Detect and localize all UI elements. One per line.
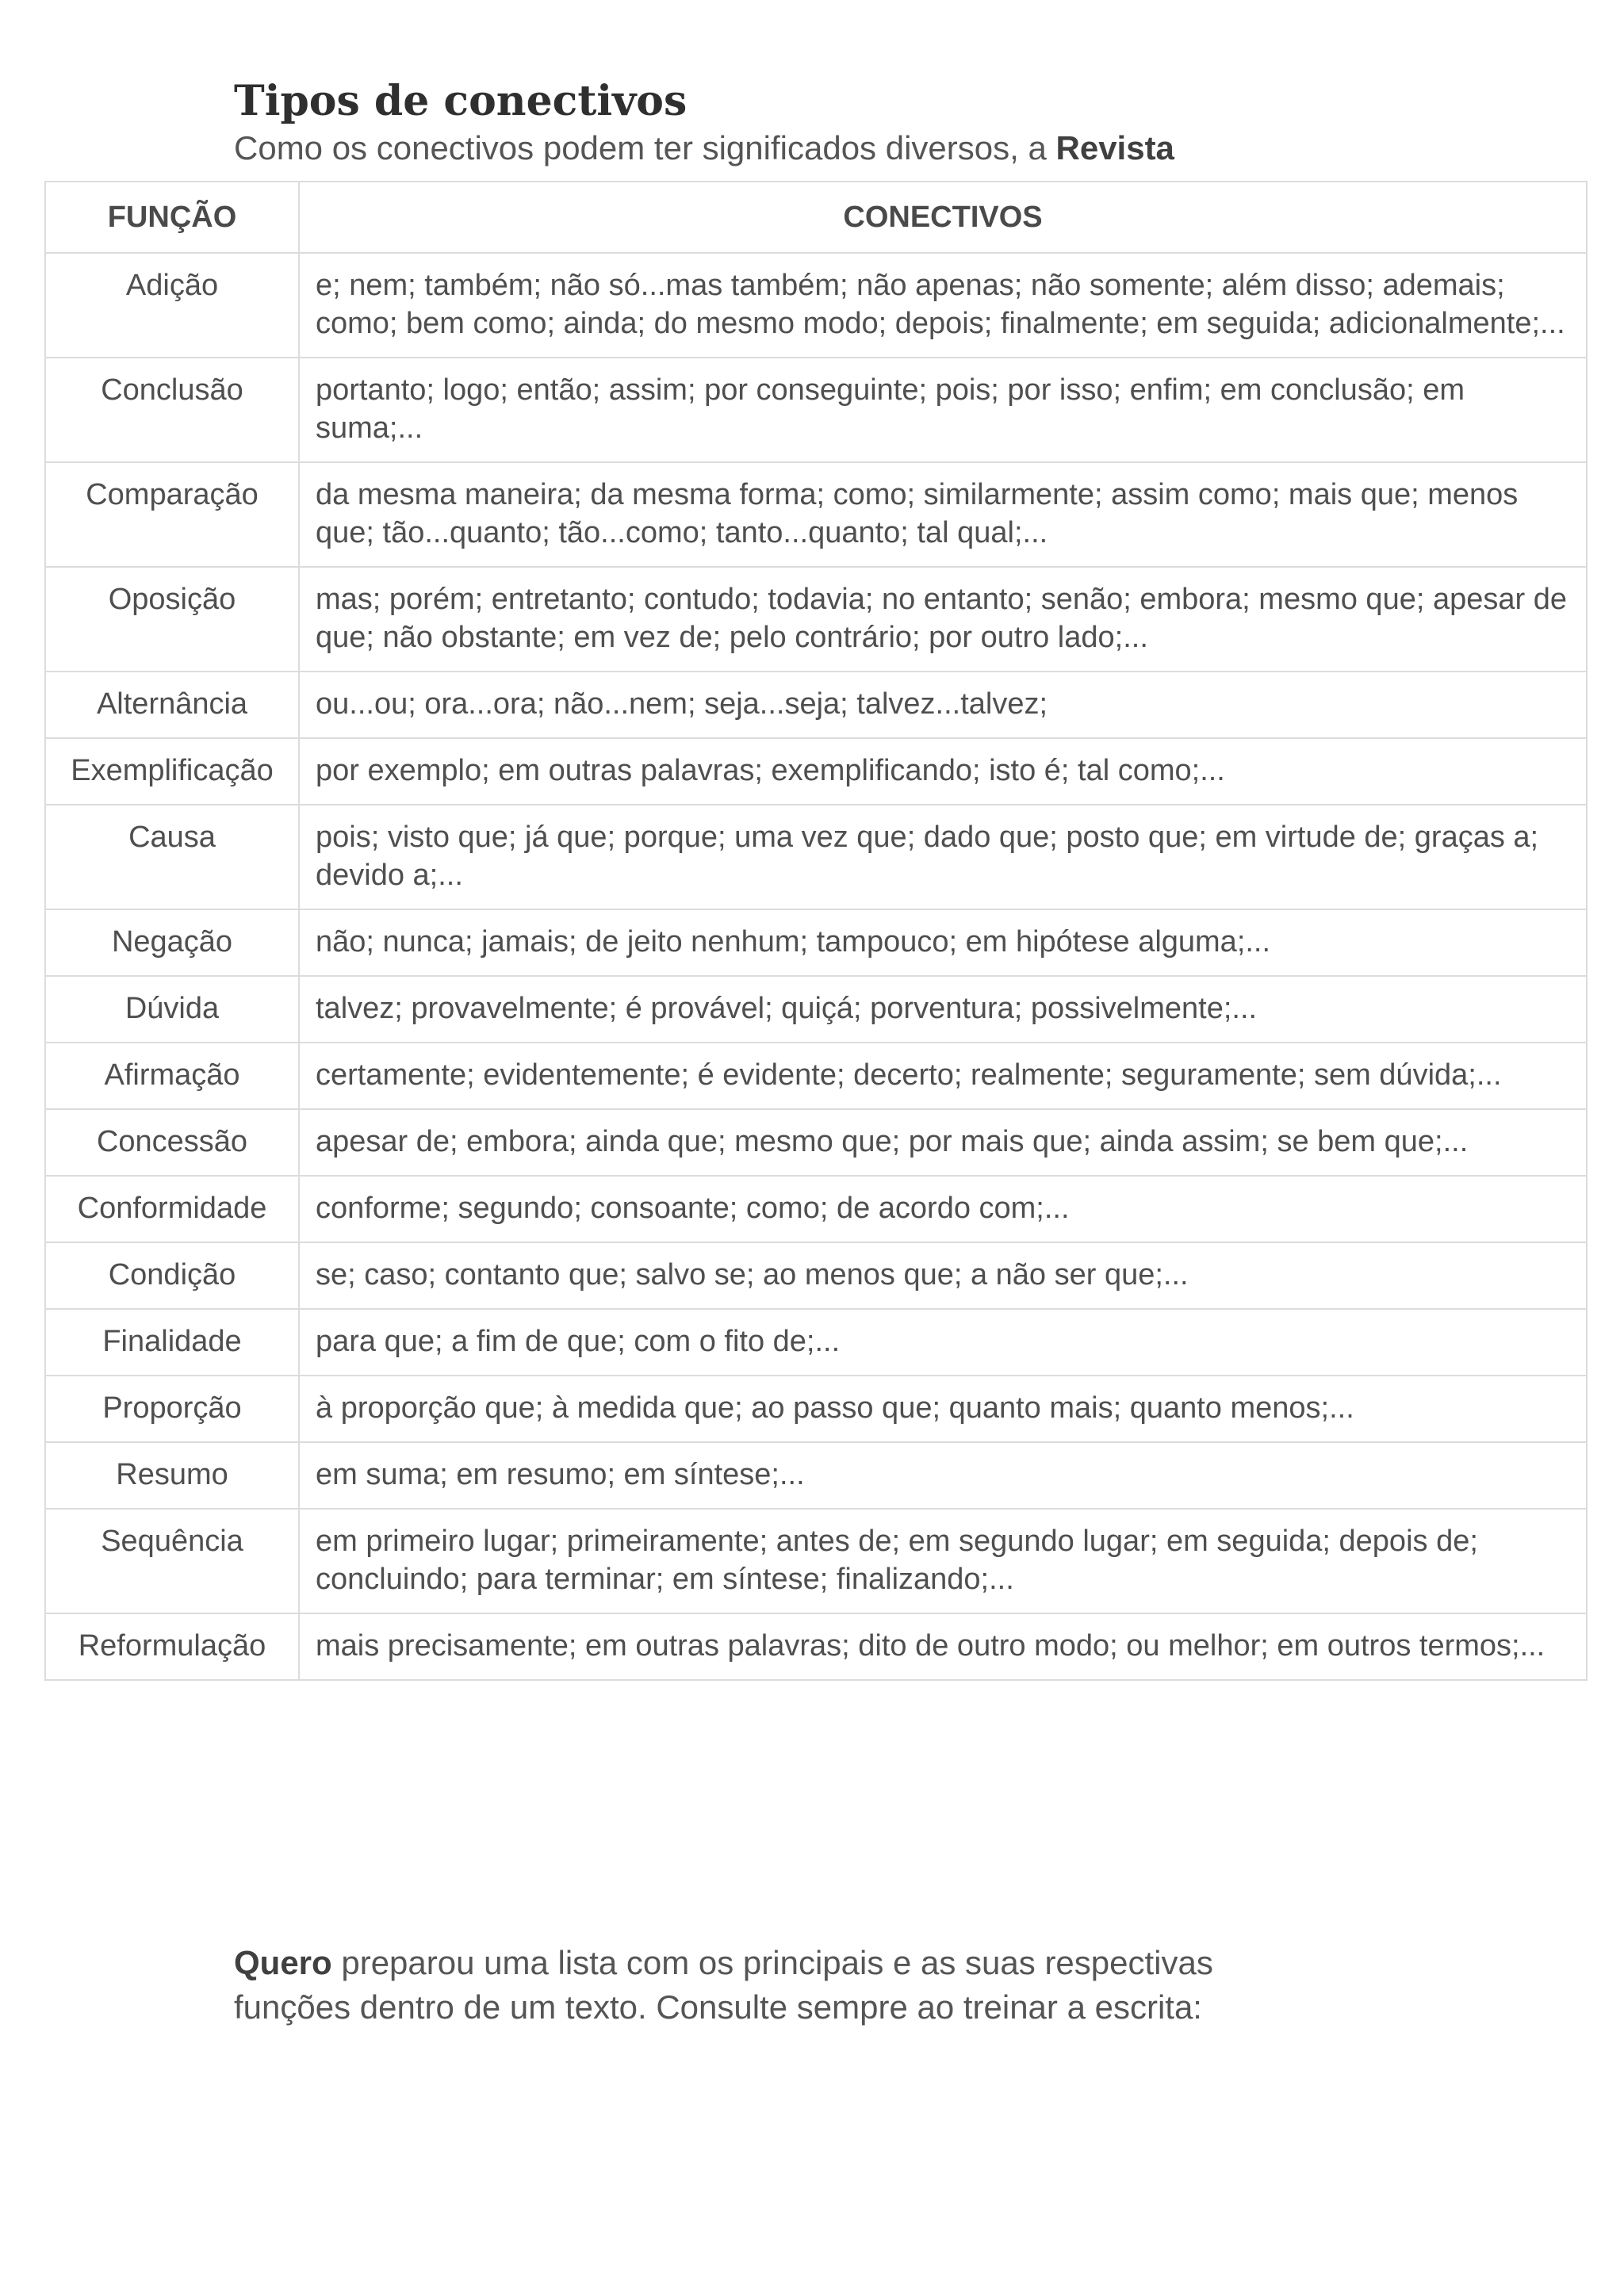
table-body	[45, 253, 1587, 1680]
connectives-cell: mais precisamente; em outras palavras; dito de outro modo; ou melhor; em outros termos;...	[299, 1613, 1587, 1680]
function-cell: Afirmação	[45, 1043, 299, 1109]
function-cell: Finalidade	[45, 1309, 299, 1376]
table-row	[45, 1509, 1587, 1613]
table-row	[45, 1242, 1587, 1309]
table-row	[45, 976, 1587, 1043]
connectives-cell: apesar de; embora; ainda que; mesmo que; por mais que; ainda assim; se bem que;...	[299, 1109, 1587, 1176]
table-row	[45, 358, 1587, 462]
function-cell: Sequência	[45, 1509, 299, 1613]
connectives-cell: mas; porém; entretanto; contudo; todavia; no entanto; senão; embora; mesmo que; apesar de que; não obstante; em vez de; pelo contrário; por outro lado;...	[299, 567, 1587, 672]
table-row	[45, 567, 1587, 672]
function-cell: Causa	[45, 805, 299, 909]
table-row	[45, 1442, 1587, 1509]
connectives-table	[44, 181, 1588, 1681]
outro-line-2: funções dentro de um texto. Consulte sempre ao treinar a escrita:	[234, 1988, 1202, 2026]
table-row	[45, 805, 1587, 909]
connectives-cell: não; nunca; jamais; de jeito nenhum; tampouco; em hipótese alguma;...	[299, 909, 1587, 976]
table-row	[45, 1376, 1587, 1442]
function-cell: Proporção	[45, 1376, 299, 1442]
function-cell: Exemplificação	[45, 738, 299, 805]
function-cell: Concessão	[45, 1109, 299, 1176]
connectives-cell: se; caso; contanto que; salvo se; ao menos que; a não ser que;...	[299, 1242, 1587, 1309]
connectives-cell: em suma; em resumo; em síntese;...	[299, 1442, 1587, 1509]
function-cell: Reformulação	[45, 1613, 299, 1680]
function-cell: Alternância	[45, 672, 299, 738]
connectives-cell: pois; visto que; já que; porque; uma vez que; dado que; posto que; em virtude de; graças a; devido a;...	[299, 805, 1587, 909]
connectives-cell: para que; a fim de que; com o fito de;...	[299, 1309, 1587, 1376]
page-title: Tipos de conectivos	[234, 77, 688, 125]
table-row	[45, 1176, 1587, 1242]
intro-bold: Revista	[1055, 129, 1174, 166]
function-cell: Conformidade	[45, 1176, 299, 1242]
table-row	[45, 909, 1587, 976]
connectives-cell: certamente; evidentemente; é evidente; decerto; realmente; seguramente; sem dúvida;...	[299, 1043, 1587, 1109]
function-cell: Comparação	[45, 462, 299, 567]
table-row	[45, 462, 1587, 567]
header-connectives: CONECTIVOS	[299, 182, 1587, 253]
connectives-cell: e; nem; também; não só...mas também; não apenas; não somente; além disso; ademais; como; bem como; ainda; do mesmo modo; depois; finalmente; em seguida; adicionalmente;...	[299, 253, 1587, 358]
connectives-cell: por exemplo; em outras palavras; exemplificando; isto é; tal como;...	[299, 738, 1587, 805]
table-row	[45, 253, 1587, 358]
outro-line-1-text: preparou uma lista com os principais e as suas respectivas	[331, 1944, 1213, 1981]
connectives-cell: à proporção que; à medida que; ao passo que; quanto mais; quanto menos;...	[299, 1376, 1587, 1442]
function-cell: Oposição	[45, 567, 299, 672]
table-row	[45, 1309, 1587, 1376]
outro-line-1	[234, 1941, 1213, 1985]
connectives-cell: conforme; segundo; consoante; como; de acordo com;...	[299, 1176, 1587, 1242]
connectives-cell: ou...ou; ora...ora; não...nem; seja...seja; talvez...talvez;	[299, 672, 1587, 738]
function-cell: Dúvida	[45, 976, 299, 1043]
function-cell: Resumo	[45, 1442, 299, 1509]
table-row	[45, 1109, 1587, 1176]
connectives-cell: talvez; provavelmente; é provável; quiçá; porventura; possivelmente;...	[299, 976, 1587, 1043]
header-function: FUNÇÃO	[45, 182, 299, 253]
function-cell: Condição	[45, 1242, 299, 1309]
connectives-cell: da mesma maneira; da mesma forma; como; similarmente; assim como; mais que; menos que; tão...quanto; tão...como; tanto...quanto; tal qual;...	[299, 462, 1587, 567]
intro-text: Como os conectivos podem ter significados diversos, a	[234, 129, 1056, 166]
outro-paragraph	[234, 1941, 1213, 2030]
intro-paragraph	[234, 128, 1174, 168]
table-row	[45, 738, 1587, 805]
function-cell: Negação	[45, 909, 299, 976]
connectives-cell: em primeiro lugar; primeiramente; antes de; em segundo lugar; em seguida; depois de; concluindo; para terminar; em síntese; finalizando;...	[299, 1509, 1587, 1613]
connectives-cell: portanto; logo; então; assim; por conseguinte; pois; por isso; enfim; em conclusão; em suma;...	[299, 358, 1587, 462]
table-header-row	[45, 182, 1587, 253]
table-row	[45, 1043, 1587, 1109]
table-row	[45, 672, 1587, 738]
function-cell: Conclusão	[45, 358, 299, 462]
table-row	[45, 1613, 1587, 1680]
function-cell: Adição	[45, 253, 299, 358]
outro-bold: Quero	[234, 1944, 332, 1981]
